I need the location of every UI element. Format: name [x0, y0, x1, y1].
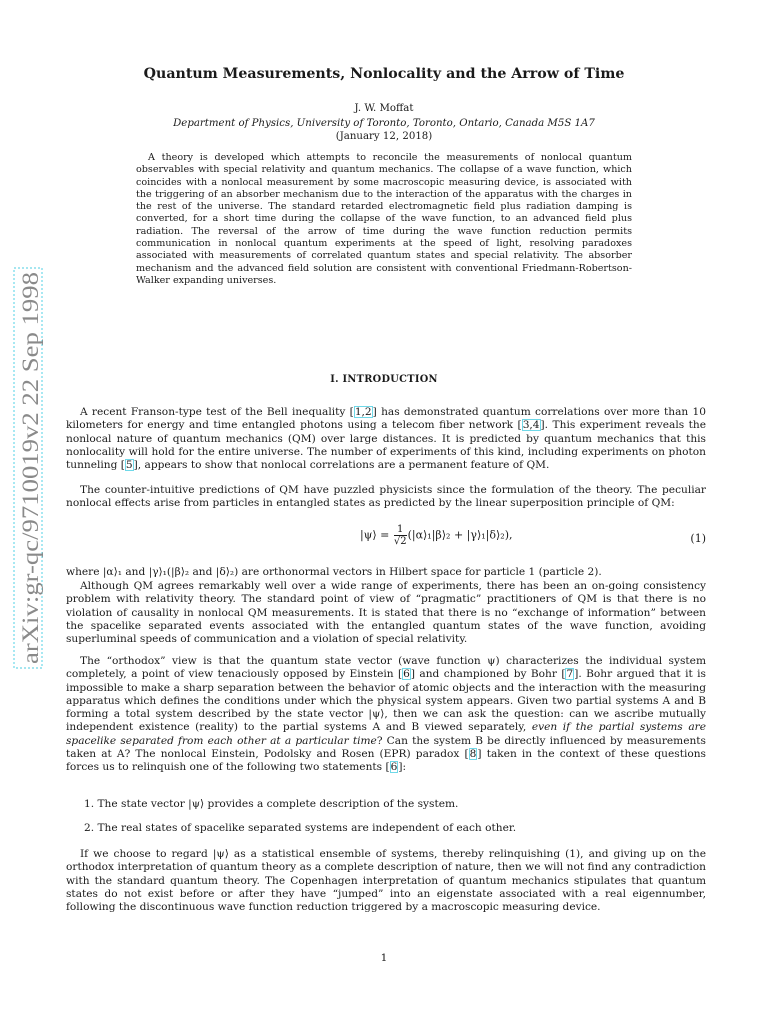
- citation-link[interactable]: 7: [566, 668, 574, 681]
- author: J. W. Moffat: [354, 103, 414, 114]
- paragraph-5: The “orthodox” view is that the quantum state vector (wave function ψ) characterizes the individual system completely, a point of view tenaciously opposed by Einstein [6] and championed by Bohr [7]. Bohr argued that it is impossible to make a sharp separation between the behavior of atomic objects and the interaction with the measuring apparatus which defines the conditions under which the physical system appears. Given two partial systems A and B forming a total system described by the state vector |ψ⟩, then we can ask the question: can we ascribe mutually independent existence (reality) to the partial systems A and B viewed separately, even if the partial systems are spacelike separated from each other at a particular time? Can the system B be directly influenced by measurements taken at A? The nonlocal Einstein, Podolsky and Rosen (EPR) paradox [8] taken in the context of these questions forces us to relinquish one of the following two statements [6]:: [66, 655, 706, 774]
- paragraph-6: If we choose to regard |ψ⟩ as a statistical ensemble of systems, thereby relinquishing (1), and giving up on the orthodox interpretation of quantum theory as a complete description of nature, then we will not find any contradiction with the standard quantum theory. The Copenhagen interpretation of quantum mechanics stipulates that quantum states do not exist before or after they have “jumped” into an eigenstate associated with a real eigennumber, following the discontinuous wave function reduction triggered by a macroscopic measuring device.: [66, 848, 706, 914]
- arxiv-stamp[interactable]: [0, 0, 60, 1024]
- paragraph-1: A recent Franson-type test of the Bell inequality [1,2] has demonstrated quantum correlations over more than 10 kilometers for energy and time entangled photons using a telecom fiber network [3,4]. This experiment reveals the nonlocal nature of quantum mechanics (QM) over large distances. It is predicted by quantum mechanics that this nonlocality will hold for the entire universe. The number of experiments of this kind, including experiments on photon tunneling [5], appears to show that nonlocal correlations are a permanent feature of QM.: [66, 406, 706, 472]
- page-number: 1: [380, 952, 388, 964]
- equation-number: (1): [690, 532, 706, 545]
- citation-link[interactable]: 3,4: [522, 419, 540, 432]
- paragraph-4: Although QM agrees remarkably well over a wide range of experiments, there has been an on-going consistency problem with relativity theory. The standard point of view of “pragmatic” practitioners of QM is that there is no violation of causality in nonlocal QM measurements. It is stated that there is no “exchange of information” between the spacelike separated events associated with the entangled quantum states of the wave function, avoiding superluminal speeds of communication and a violation of special relativity.: [66, 580, 706, 646]
- list-item: 1. The state vector |ψ⟩ provides a complete description of the system.: [84, 798, 459, 810]
- equation-body: |ψ⟩ = $\frac{1}{√2}$ (|α⟩₁|β⟩₂ + |γ⟩₁|δ⟩₂),: [360, 524, 513, 547]
- paragraph-2: The counter-intuitive predictions of QM have puzzled physicists since the formulation of the theory. The peculiar nonlocal effects arise from particles in entangled states as predicted by the linear superposition principle of QM:: [66, 484, 706, 510]
- paragraph-3: where |α⟩₁ and |γ⟩₁(|β⟩₂ and |δ⟩₂) are orthonormal vectors in Hilbert space for particle 1 (particle 2).: [66, 566, 602, 578]
- arxiv-stamp-text: arXiv:gr-qc/9710019v2 22 Sep 1998: [18, 326, 43, 664]
- date: (January 12, 2018): [335, 131, 433, 142]
- citation-link[interactable]: 6: [390, 761, 398, 774]
- section-heading: I. INTRODUCTION: [330, 374, 438, 385]
- equation-1: [66, 520, 706, 560]
- abstract: A theory is developed which attempts to reconcile the measurements of nonlocal quantum observables with special relativity and quantum mechanics. The collapse of a wave function, which coincides with a nonlocal measurement by some macroscopic measuring device, is associated with the triggering of an absorber mechanism due to the interaction of the apparatus with the charges in the rest of the universe. The standard retarded electromagnetic field plus radiation damping is converted, for a short time during the collapse of the wave function, to an advanced field plus radiation. The reversal of the arrow of time during the wave function reduction permits communication in nonlocal quantum experiments at the speed of light, resolving paradoxes associated with measurements of correlated quantum states and special relativity. The absorber mechanism and the advanced field solution are consistent with conventional Friedmann-Robertson-Walker expanding universes.: [136, 152, 632, 286]
- citation-link[interactable]: 5: [125, 459, 133, 472]
- list-item: 2. The real states of spacelike separated systems are independent of each other.: [84, 822, 517, 834]
- citation-link[interactable]: 1,2: [354, 406, 372, 418]
- citation-link[interactable]: 6: [403, 668, 410, 681]
- affiliation: Department of Physics, University of Toronto, Toronto, Ontario, Canada M5S 1A7: [173, 118, 595, 129]
- equation-fraction: $\frac{1}{√2}$: [393, 524, 407, 547]
- citation-link[interactable]: 8: [469, 748, 477, 761]
- paper-title: Quantum Measurements, Nonlocality and the Arrow of Time: [143, 66, 625, 82]
